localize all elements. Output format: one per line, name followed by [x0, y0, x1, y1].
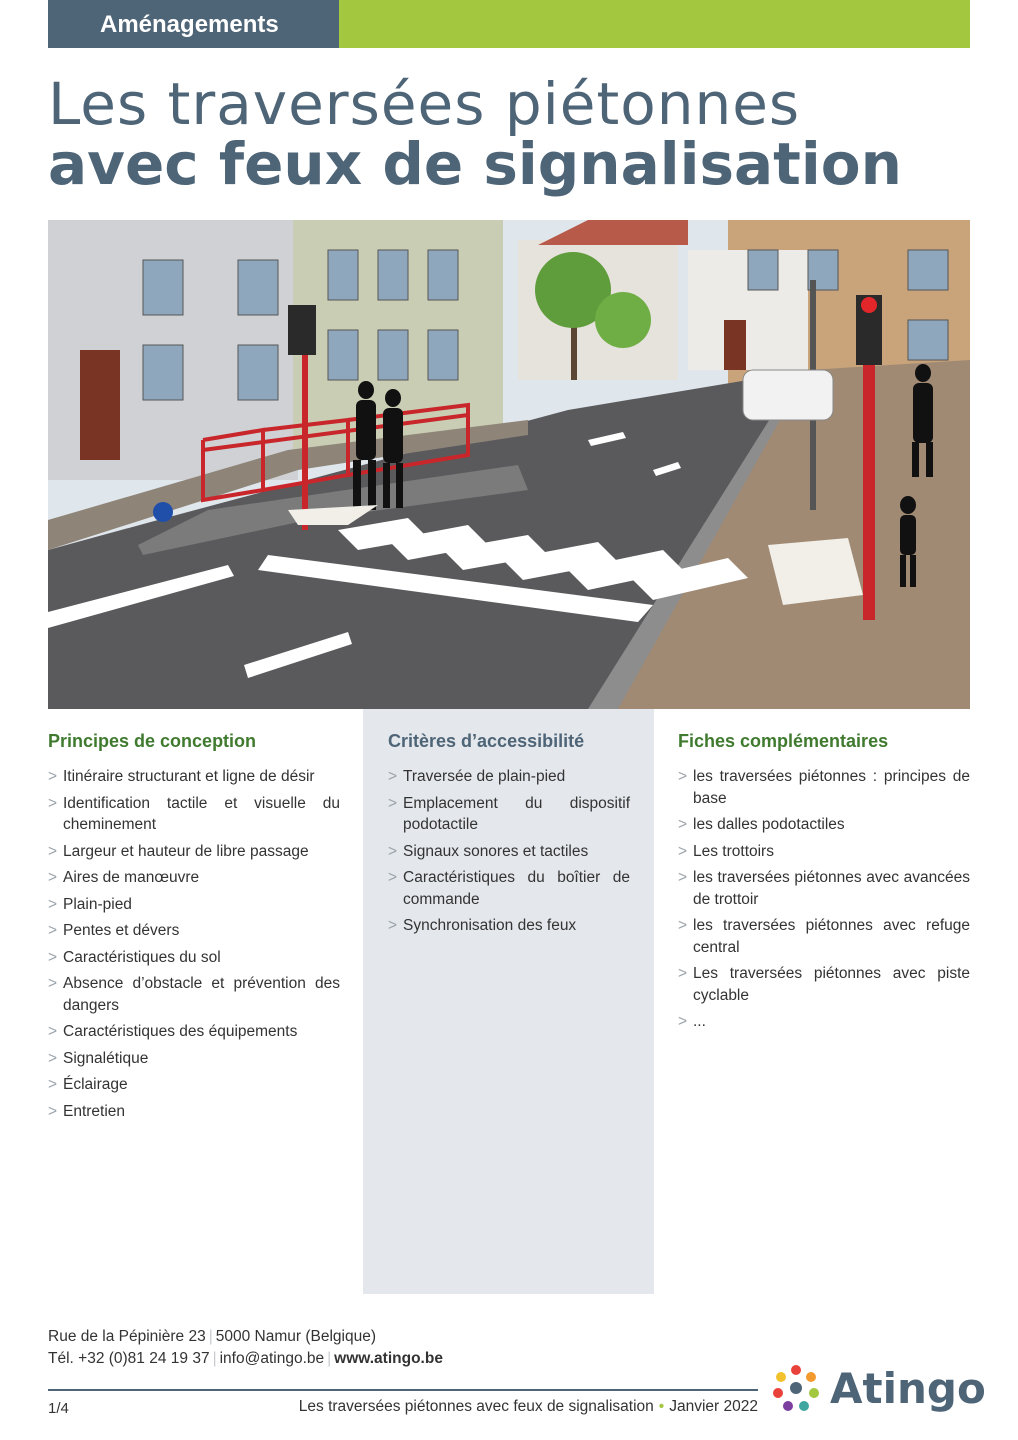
list-item: > Signaux sonores et tactiles [388, 841, 630, 863]
chevron-right-icon: > [48, 1076, 58, 1093]
contact-address: Rue de la Pépinière 23 | 5000 Namur (Belgique) Tél. +32 (0)81 24 19 37 | info@atingo.be | www.atingo.be [48, 1328, 443, 1367]
category-label: Aménagements [48, 0, 339, 48]
list-item: > Identification tactile et visuelle du cheminement [48, 794, 340, 833]
website-link[interactable]: www.atingo.be [334, 1350, 443, 1367]
list-item: > Synchronisation des feux [388, 915, 630, 937]
criteres-heading: Critères d’accessibilité [388, 731, 585, 751]
list-item[interactable]: > les dalles podotactiles [678, 814, 970, 836]
doc-date: Janvier 2022 [669, 1398, 758, 1415]
list-item: > Caractéristiques des équipements [48, 1021, 340, 1043]
list-item: > Caractéristiques du boîtier de commande [388, 869, 630, 908]
chevron-right-icon: > [48, 768, 58, 785]
list-item[interactable]: > Les traversées piétonnes avec piste cyclable [678, 965, 970, 1004]
fiches-list [678, 766, 970, 1033]
atingo-logo-icon [770, 1362, 822, 1414]
chevron-right-icon: > [678, 816, 688, 833]
chevron-right-icon: > [678, 917, 688, 934]
chevron-right-icon: > [48, 869, 58, 886]
chevron-right-icon: > [48, 948, 58, 966]
header-accent-band [339, 0, 970, 48]
chevron-right-icon: > [48, 975, 58, 992]
chevron-right-icon: > [388, 842, 398, 860]
email-link[interactable]: info@atingo.be [219, 1350, 325, 1367]
list-item: > Largeur et hauteur de libre passage [48, 841, 340, 863]
chevron-right-icon: > [678, 965, 688, 982]
list-item[interactable]: > les traversées piétonnes avec avancées de trottoir [678, 869, 970, 908]
chevron-right-icon: > [388, 917, 398, 934]
street-crossing-illustration [48, 220, 970, 709]
chevron-right-icon: > [678, 768, 688, 785]
list-item: > Absence d’obstacle et prévention des dangers [48, 975, 340, 1014]
principes-list [48, 766, 340, 1122]
column-fiches [678, 709, 970, 1038]
list-item[interactable]: > Les trottoirs [678, 841, 970, 863]
column-criteres [363, 709, 654, 1294]
list-item: > Pentes et dévers [48, 920, 340, 942]
doc-title: Les traversées piétonnes avec feux de signalisation [298, 1398, 654, 1415]
list-item: > Itinéraire structurant et ligne de désir [48, 766, 340, 788]
brand-name: Atingo [830, 1363, 986, 1413]
street: Rue de la Pépinière 23 [48, 1328, 206, 1345]
list-item: > Traversée de plain-pied [388, 766, 630, 788]
chevron-right-icon: > [388, 869, 398, 886]
chevron-right-icon: > [48, 1023, 58, 1040]
chevron-right-icon: > [48, 1102, 58, 1120]
header-bar [48, 0, 970, 48]
list-item: > Caractéristiques du sol [48, 947, 340, 969]
page-title-line2: avec feux de signalisation [48, 130, 902, 198]
page-number: 1/4 [48, 1400, 69, 1417]
principes-heading: Principes de conception [48, 731, 257, 751]
footer-divider [48, 1389, 758, 1391]
list-item[interactable]: > les traversées piétonnes : principes de base [678, 768, 970, 807]
list-item: > Éclairage [48, 1074, 340, 1096]
chevron-right-icon: > [678, 869, 688, 886]
list-item: > Signalétique [48, 1048, 340, 1070]
phone: Tél. +32 (0)81 24 19 37 [48, 1350, 210, 1367]
chevron-right-icon: > [48, 922, 58, 939]
chevron-right-icon: > [388, 768, 398, 785]
list-item: > Aires de manœuvre [48, 867, 340, 889]
city: 5000 Namur (Belgique) [215, 1328, 376, 1345]
chevron-right-icon: > [678, 842, 688, 860]
chevron-right-icon: > [388, 794, 398, 812]
list-item[interactable]: > les traversées piétonnes avec refuge central [678, 917, 970, 956]
chevron-right-icon: > [48, 794, 58, 812]
column-principes [48, 709, 340, 1127]
chevron-right-icon: > [678, 1013, 688, 1030]
page-title-line1: Les traversées piétonnes [48, 70, 801, 138]
atingo-logo [770, 1362, 986, 1414]
criteres-list [388, 766, 630, 937]
footer-doc-title: Les traversées piétonnes avec feux de signalisation • Janvier 2022 [298, 1398, 758, 1415]
list-item: > Entretien [48, 1101, 340, 1123]
chevron-right-icon: > [48, 1049, 58, 1067]
list-item: > Plain-pied [48, 894, 340, 916]
chevron-right-icon: > [48, 842, 58, 860]
chevron-right-icon: > [48, 895, 58, 913]
list-item: > ... [678, 1011, 970, 1033]
fiches-heading: Fiches complémentaires [678, 731, 889, 751]
list-item: > Emplacement du dispositif podotactile [388, 794, 630, 833]
